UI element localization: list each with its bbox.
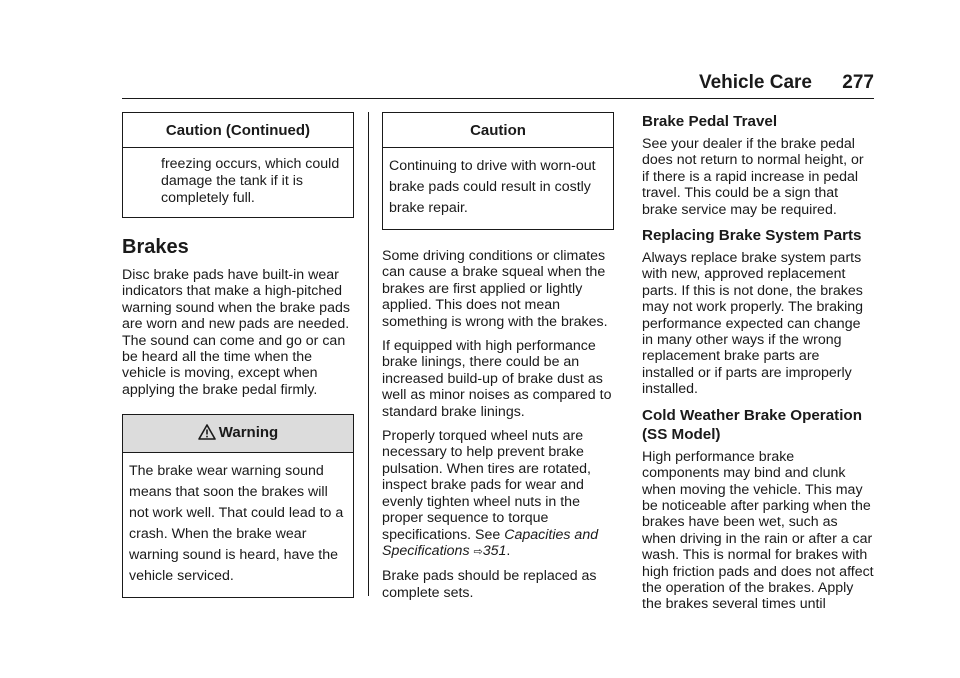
- replace-pads-paragraph: Brake pads should be replaced as complete sets.: [382, 568, 597, 601]
- specifications-link[interactable]: Capacities and Specifications: [382, 526, 599, 559]
- cold-weather-paragraph: High performance brake components may bind and clunk when moving the vehicle. This may be noticeable after parking when the brakes have been wet, such as when driving in the rain or after a car wash. This is normal for brakes with high friction pads and does not affect the operation of the brakes. Apply the brakes several times until: [642, 448, 874, 613]
- torque-paragraph: Properly torqued wheel nuts are necessary to help prevent brake pulsation. When tires are rotated, inspect brake pads for wear and evenly tighten wheel nuts in the proper sequence to torque specifications. See Capacities and Specifications ⇨351.: [382, 428, 599, 559]
- page-number: 277: [842, 72, 874, 93]
- caution-box: [382, 112, 614, 230]
- caution-title: Caution: [383, 113, 613, 148]
- column-1: [122, 112, 354, 598]
- column-divider: [368, 112, 369, 596]
- warning-box: [122, 414, 354, 598]
- warning-title: Warning: [218, 424, 279, 442]
- replacing-parts-heading: Replacing Brake System Parts: [642, 227, 862, 245]
- caution-continued-title: Caution (Continued): [123, 113, 353, 148]
- section-title: Vehicle Care: [698, 72, 812, 93]
- pedal-travel-paragraph: See your dealer if the brake pedal does not return to normal height, or if there is a rapid increase in pedal travel. This could be a sign that brake service may be required.: [642, 136, 864, 218]
- page-header: [122, 70, 874, 99]
- page-ref-icon: ⇨: [473, 545, 483, 558]
- replacing-parts-paragraph: Always replace brake system parts with new, approved replacement parts. If this is not done, the brakes may not work properly. The braking performance expected can change in many other ways if the wrong replacement brake parts are installed or if parts are improperly installed.: [642, 250, 864, 398]
- column-2: [382, 112, 614, 609]
- cold-weather-heading: Cold Weather Brake Operation (SS Model): [642, 406, 862, 443]
- brakes-paragraph: Disc brake pads have built-in wear indicators that make a high-pitched warning sound when the brake pads are worn and new pads are needed. The sound can come and go or can be heard all the time when the vehicle is moving, except when applying the brake pedal firmly.: [122, 267, 350, 398]
- column-3: [642, 112, 874, 621]
- warning-body: The brake wear warning sound means that soon the brakes will not work well. That could lead to a crash. When the brake wear warning sound is heard, have the vehicle serviced.: [129, 463, 344, 585]
- torque-text: Properly torqued wheel nuts are necessary to help prevent brake pulsation. When tires are rotated, inspect brake pads for wear and evenly tighten wheel nuts in the proper sequence to torque specifications. See: [382, 428, 591, 543]
- linings-paragraph: If equipped with high performance brake linings, there could be an increased build-up of brake dust as well as minor noises as compared to standard brake linings.: [382, 338, 612, 420]
- warning-title-bar: [123, 415, 353, 453]
- caution-continued-box: [122, 112, 354, 218]
- warning-triangle-icon: [198, 424, 216, 444]
- squeal-paragraph: Some driving conditions or climates can cause a brake squeal when the brakes are first applied or lightly applied. This does not mean something is wrong with the brakes.: [382, 248, 608, 330]
- brakes-heading: Brakes: [122, 236, 189, 258]
- page-ref-number[interactable]: 351: [482, 542, 507, 559]
- caution-body: Continuing to drive with worn-out brake pads could result in costly brake repair.: [389, 158, 596, 216]
- pedal-travel-heading: Brake Pedal Travel: [642, 113, 778, 130]
- caution-continued-body: freezing occurs, which could damage the tank if it is completely full.: [161, 156, 340, 206]
